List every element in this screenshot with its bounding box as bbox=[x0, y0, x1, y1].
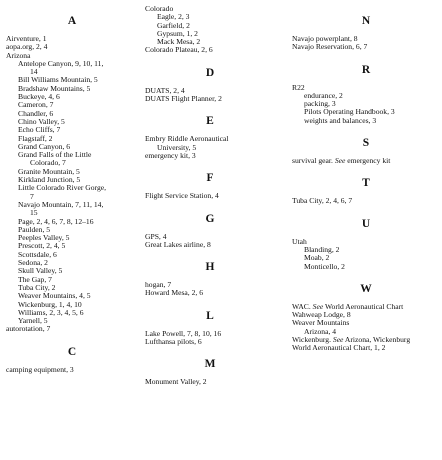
entry-text: Howard Mesa, 2, 6 bbox=[145, 288, 203, 298]
entry-text: Wahweap Lodge, 8 bbox=[292, 310, 351, 320]
index-entry bbox=[292, 43, 440, 51]
index-column-3 bbox=[292, 5, 440, 353]
entry-text: Echo Cliffs, 7 bbox=[18, 125, 61, 135]
section-letter-heading: H bbox=[205, 261, 215, 274]
index-entry bbox=[145, 378, 275, 386]
index-subentry bbox=[6, 184, 138, 201]
entry-text: Arizona bbox=[6, 50, 31, 60]
entry-text: Garfield, 2 bbox=[157, 20, 190, 30]
entry-text: Scottsdale, 6 bbox=[18, 249, 57, 259]
section-letter-heading: T bbox=[362, 177, 370, 190]
section-letter-heading: S bbox=[362, 137, 370, 150]
index-section bbox=[6, 15, 138, 334]
entry-text: Antelope Canyon, 9, 10, 11, bbox=[18, 58, 104, 68]
entry-text: Mack Mesa, 2 bbox=[157, 37, 201, 47]
entry-text: GPS, 4 bbox=[145, 231, 167, 241]
entry-text: Navajo Mountain, 7, 11, 14, bbox=[18, 199, 104, 209]
section-letter-heading: F bbox=[206, 172, 214, 185]
entry-text: Grand Canyon, 6 bbox=[18, 141, 71, 151]
entry-text: Colorado Plateau, 2, 6 bbox=[145, 45, 213, 55]
entry-text: hogan, 7 bbox=[145, 280, 172, 290]
index-entry bbox=[145, 46, 275, 54]
entry-text: World Aeronautical Chart, 1, 2 bbox=[292, 343, 386, 353]
entry-text: Skull Valley, 5 bbox=[18, 266, 63, 276]
section-letter-heading: W bbox=[360, 282, 372, 295]
entry-text: Wickenburg, 1, 4, 10 bbox=[18, 299, 82, 309]
see-reference-label: See bbox=[334, 156, 346, 166]
entry-text-continuation: Colorado, 7 bbox=[30, 158, 66, 168]
index-entry bbox=[145, 152, 275, 160]
entry-text: R22 bbox=[292, 82, 305, 92]
entry-text: Chandler, 6 bbox=[18, 108, 54, 118]
index-subentry bbox=[6, 151, 138, 168]
index-section bbox=[145, 213, 275, 250]
section-letter-heading: M bbox=[204, 358, 216, 371]
entry-text: DUATS Flight Planner, 2 bbox=[145, 94, 222, 104]
index-entry bbox=[145, 289, 275, 297]
entry-text-continuation: 14 bbox=[30, 67, 38, 77]
entry-text: Yarnell, 5 bbox=[18, 316, 48, 326]
index-entry bbox=[292, 197, 440, 205]
index-section bbox=[292, 64, 440, 125]
entry-text: Navajo powerplant, 8 bbox=[292, 34, 358, 43]
see-reference-label: See bbox=[312, 301, 324, 311]
entry-text: Eagle, 2, 3 bbox=[157, 12, 190, 22]
index-section bbox=[292, 15, 440, 52]
index-subentry bbox=[292, 263, 440, 271]
entry-text: Embry Riddle Aeronautical bbox=[145, 134, 229, 144]
section-letter-heading: U bbox=[361, 217, 371, 230]
entry-text: Tuba City, 2 bbox=[18, 282, 56, 292]
entry-text-continuation: 7 bbox=[30, 191, 34, 201]
entry-text: Colorado bbox=[145, 4, 174, 13]
index-section bbox=[145, 115, 275, 160]
entry-text: Bill Williams Mountain, 5 bbox=[18, 75, 98, 85]
index-section bbox=[292, 283, 440, 353]
entry-text: Lake Powell, 7, 8, 10, 16 bbox=[145, 328, 222, 338]
entry-text: camping equipment, 3 bbox=[6, 364, 74, 374]
index-section bbox=[145, 67, 275, 104]
section-letter-heading: C bbox=[67, 345, 77, 358]
index-entry bbox=[145, 135, 275, 152]
index-entry bbox=[292, 157, 440, 165]
entry-text: emergency kit, 3 bbox=[145, 150, 196, 160]
entry-text: Flagstaff, 2 bbox=[18, 133, 53, 143]
entry-text: Airventure, 1 bbox=[6, 34, 47, 43]
entry-text-continuation: 15 bbox=[30, 208, 38, 218]
index-entry bbox=[6, 366, 138, 374]
entry-text: Flight Service Station, 4 bbox=[145, 191, 219, 201]
entry-text: Gypsum, 1, 2 bbox=[157, 28, 198, 38]
entry-text: autorotation, 7 bbox=[6, 324, 51, 334]
section-letter-heading: L bbox=[206, 309, 214, 322]
entry-text: Chino Valley, 5 bbox=[18, 116, 65, 126]
entry-text: survival gear. See emergency kit bbox=[292, 156, 391, 166]
entry-text: Buckeye, 4, 6 bbox=[18, 92, 60, 102]
index-column-2 bbox=[145, 5, 275, 387]
index-entry bbox=[145, 192, 275, 200]
entry-text: Cameron, 7 bbox=[18, 100, 54, 110]
entry-text: Moab, 2 bbox=[304, 253, 330, 263]
index-section bbox=[145, 172, 275, 200]
index-subentry bbox=[6, 201, 138, 218]
index-entry bbox=[145, 338, 275, 346]
section-letter-heading: D bbox=[205, 66, 215, 79]
index-entry bbox=[292, 344, 440, 352]
index-subentry bbox=[6, 60, 138, 77]
entry-text: Prescott, 2, 4, 5 bbox=[18, 241, 66, 251]
index-entry bbox=[145, 241, 275, 249]
section-letter-heading: R bbox=[361, 63, 371, 76]
see-reference-label: See bbox=[332, 335, 344, 345]
index-entry bbox=[6, 325, 138, 333]
entry-text: Great Lakes airline, 8 bbox=[145, 239, 211, 249]
entry-text: Page, 2, 4, 6, 7, 8, 12–16 bbox=[18, 216, 94, 226]
entry-text: Williams, 2, 3, 4, 5, 6 bbox=[18, 307, 84, 317]
entry-text: endurance, 2 bbox=[304, 90, 343, 100]
index-column-1 bbox=[6, 5, 138, 374]
entry-text: Monument Valley, 2 bbox=[145, 377, 207, 387]
entry-text-continuation: University, 5 bbox=[157, 142, 197, 152]
entry-text: Utah bbox=[292, 236, 307, 246]
entry-text: Bradshaw Mountains, 5 bbox=[18, 83, 91, 93]
entry-text: DUATS, 2, 4 bbox=[145, 85, 185, 95]
index-section bbox=[145, 5, 275, 55]
index-section bbox=[292, 177, 440, 205]
index-section bbox=[145, 310, 275, 347]
entry-text: packing, 3 bbox=[304, 99, 336, 109]
entry-text: Little Colorado River Gorge, bbox=[18, 183, 107, 193]
section-letter-heading: N bbox=[361, 15, 371, 27]
entry-text: Tuba City, 2, 4, 6, 7 bbox=[292, 196, 353, 206]
entry-text: Sedona, 2 bbox=[18, 258, 48, 268]
index-entry bbox=[145, 95, 275, 103]
entry-text: Blanding, 2 bbox=[304, 244, 340, 254]
entry-text: Weaver Mountains, 4, 5 bbox=[18, 291, 91, 301]
index-section bbox=[6, 346, 138, 374]
entry-text: weights and balances, 3 bbox=[304, 115, 377, 125]
entry-text: Wickenburg. See Arizona, Wickenburg bbox=[292, 335, 411, 345]
entry-text: Pilots Operating Handbook, 3 bbox=[304, 107, 395, 117]
entry-text: Peeples Valley, 5 bbox=[18, 233, 70, 243]
entry-text: aopa.org, 2, 4 bbox=[6, 42, 48, 52]
entry-text: Kirkland Junction, 5 bbox=[18, 175, 81, 185]
section-letter-heading: G bbox=[205, 212, 215, 225]
index-section bbox=[145, 261, 275, 298]
entry-text: Lufthansa pilots, 6 bbox=[145, 337, 202, 347]
entry-text: Monticello, 2 bbox=[304, 261, 345, 271]
index-section bbox=[145, 358, 275, 386]
entry-text: Weaver Mountains bbox=[292, 318, 350, 328]
entry-text: Navajo Reservation, 6, 7 bbox=[292, 42, 368, 52]
section-letter-heading: A bbox=[67, 15, 77, 27]
entry-text: Paulden, 5 bbox=[18, 224, 51, 234]
entry-text: Arizona, 4 bbox=[304, 326, 337, 336]
index-section bbox=[292, 218, 440, 271]
entry-text: Granite Mountain, 5 bbox=[18, 166, 80, 176]
entry-text: Grand Falls of the Little bbox=[18, 150, 92, 160]
entry-text: The Gap, 7 bbox=[18, 274, 52, 284]
index-subentry bbox=[292, 117, 440, 125]
section-letter-heading: E bbox=[206, 115, 214, 128]
entry-text: WAC. See World Aeronautical Chart bbox=[292, 301, 404, 311]
index-section bbox=[292, 137, 440, 165]
